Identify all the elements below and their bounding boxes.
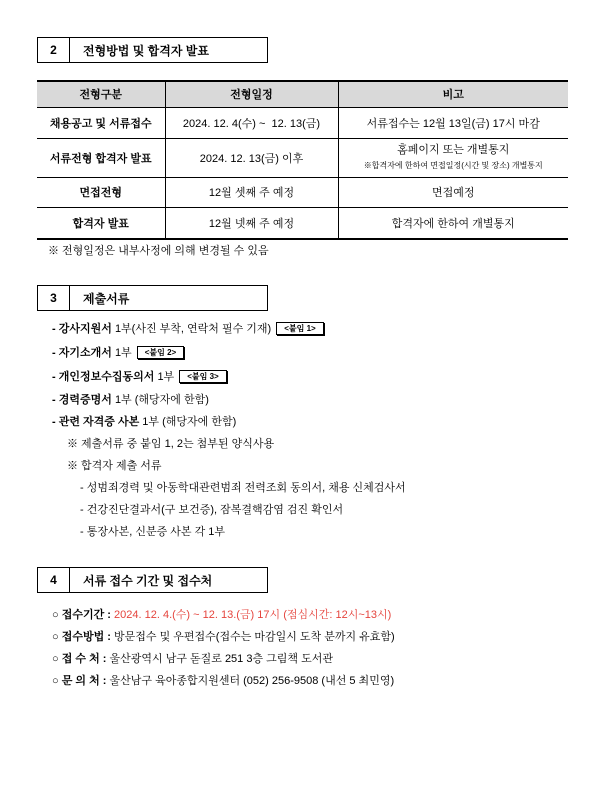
list-item: [52, 411, 572, 433]
list-item: [52, 317, 572, 341]
info-value: 울산남구 육아종합지원센터 (052) 256-9508 (내선 5 최민영): [109, 675, 395, 687]
document-name: 자기소개서: [58, 347, 112, 359]
info-label: 접수기간: [61, 609, 105, 621]
info-separator: :: [107, 631, 111, 643]
submission-documents-list: [52, 317, 572, 543]
document-detail: 1부: [157, 371, 175, 383]
info-separator: :: [102, 675, 107, 687]
info-separator: :: [107, 609, 111, 621]
info-label: 접수방법: [61, 631, 105, 643]
section-number: 4: [37, 567, 70, 593]
list-item: [52, 389, 572, 411]
cell-schedule: 2024. 12. 13(금) 이후: [165, 138, 338, 177]
list-item: [52, 341, 572, 365]
cell-remark: 면접예정: [338, 177, 568, 207]
section-number: 2: [37, 37, 70, 63]
document-detail: 1부 (해당자에 한함): [142, 416, 237, 428]
info-item: [52, 648, 572, 670]
list-bullet: -: [52, 371, 56, 383]
submission-note: ※ 제출서류 중 붙임 1, 2는 첨부된 양식사용: [67, 438, 275, 450]
info-label: 문 의 처: [61, 675, 100, 687]
cell-schedule: 2024. 12. 4(수) ~ 12. 13(금): [165, 107, 338, 138]
info-separator: :: [102, 653, 107, 665]
successful-applicant-document: - 통장사본, 신분증 사본 각 1부: [80, 526, 226, 538]
attachment-tag: <붙임 1>: [276, 322, 323, 335]
remark-text: 홈페이지 또는 개별통지: [397, 144, 510, 156]
document-detail: 1부 (해당자에 한함): [114, 394, 209, 406]
table-row: [37, 207, 568, 239]
circle-bullet: ○: [52, 631, 59, 643]
info-item: [52, 604, 572, 626]
table-header-row: [37, 81, 568, 107]
attachment-tag: <붙임 2>: [137, 346, 184, 359]
schedule-table: [37, 80, 568, 240]
document-name: 경력증명서: [58, 394, 112, 406]
cell-stage: 채용공고 및 서류접수: [37, 107, 165, 138]
remark-footnote: ※합격자에 한하여 면접일정(시간 및 장소) 개별통지: [363, 161, 543, 170]
list-bullet: -: [52, 347, 56, 359]
info-item: [52, 670, 572, 692]
document-detail: 1부(사진 부착, 연락처 필수 기재): [114, 323, 272, 335]
cell-remark: 서류접수는 12월 13일(금) 17시 마감: [338, 107, 568, 138]
list-bullet: -: [52, 394, 56, 406]
document-name: 개인정보수집동의서: [58, 371, 155, 383]
cell-stage: 합격자 발표: [37, 207, 165, 239]
document-name: 강사지원서: [58, 323, 112, 335]
circle-bullet: ○: [52, 653, 59, 665]
section-number: 3: [37, 285, 70, 311]
successful-applicant-document: - 건강진단결과서(구 보건증), 잠복결핵감염 검진 확인서: [80, 504, 344, 516]
cell-stage: 서류전형 합격자 발표: [37, 138, 165, 177]
info-value: 방문접수 및 우편접수(접수는 마감일시 도착 분까지 유효함): [114, 631, 395, 643]
cell-stage: 면접전형: [37, 177, 165, 207]
table-row: [37, 107, 568, 138]
table-row: [37, 138, 568, 177]
section-title: 서류 접수 기간 및 접수처: [70, 567, 268, 593]
cell-remark: [338, 138, 568, 177]
info-value: 울산광역시 남구 돋질로 251 3층 그림책 도서관: [109, 653, 333, 665]
list-item: [52, 365, 572, 389]
section-3-header: [37, 285, 268, 311]
section-title: 제출서류: [70, 285, 268, 311]
document-name: 관련 자격증 사본: [58, 416, 140, 428]
section-title: 전형방법 및 합격자 발표: [70, 37, 268, 63]
document-detail: 1부: [114, 347, 132, 359]
info-label: 접 수 처: [61, 653, 100, 665]
circle-bullet: ○: [52, 675, 59, 687]
cell-schedule: 12월 셋째 주 예정: [165, 177, 338, 207]
column-header-remark: 비고: [338, 81, 568, 107]
schedule-note: ※ 전형일정은 내부사정에 의해 변경될 수 있음: [48, 245, 269, 257]
successful-applicant-document: - 성범죄경력 및 아동학대관련범죄 전력조회 동의서, 채용 신체검사서: [80, 482, 406, 494]
section-4-header: [37, 567, 268, 593]
circle-bullet: ○: [52, 609, 59, 621]
application-period-value: 2024. 12. 4.(수) ~ 12. 13.(금) 17시 (점심시간: 12시~13시): [114, 609, 392, 621]
section-2-header: [37, 37, 268, 63]
submission-note: ※ 합격자 제출 서류: [67, 460, 162, 472]
table-row: [37, 177, 568, 207]
cell-schedule: 12월 넷째 주 예정: [165, 207, 338, 239]
cell-remark: 합격자에 한하여 개별통지: [338, 207, 568, 239]
info-item: [52, 626, 572, 648]
attachment-tag: <붙임 3>: [179, 370, 226, 383]
list-bullet: -: [52, 323, 56, 335]
column-header-schedule: 전형일정: [165, 81, 338, 107]
list-bullet: -: [52, 416, 56, 428]
column-header-stage: 전형구분: [37, 81, 165, 107]
application-info-list: [52, 604, 572, 692]
